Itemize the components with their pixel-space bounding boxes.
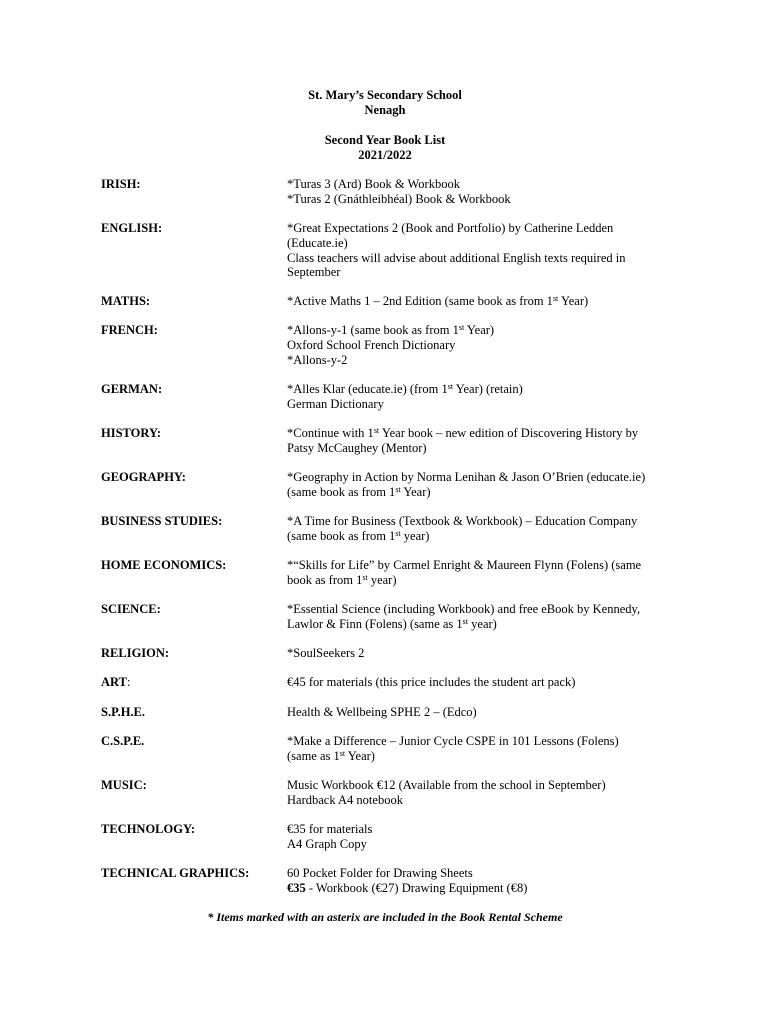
book-line: *Allons-y-2 [287,352,348,367]
book-line: *A Time for Business (Textbook & Workbook) – Education Company [287,514,638,528]
subject-books [287,705,687,720]
subject-name: RELIGION: [101,646,170,660]
subject-books [287,558,687,588]
subject-name: HOME ECONOMICS: [101,558,227,572]
book-line: *Turas 2 (Gnáthleibhéal) Book & Workbook [287,191,511,206]
book-line: A4 Graph Copy [287,836,367,851]
book-line: Patsy McCaughey (Mentor) [287,440,427,455]
book-line: *Make a Difference – Junior Cycle CSPE in 101 Lessons (Folens) [287,734,619,748]
academic-year: 2021/2022 [358,148,412,162]
book-line: *Allons-y-1 (same book as from 1st Year) [287,323,495,337]
subject-name: ART: [101,675,131,689]
subject-name: HISTORY: [101,426,162,440]
subject-name: IRISH: [101,177,141,191]
book-line: Hardback A4 notebook [287,792,403,807]
subject-name: SCIENCE: [101,602,161,616]
book-line: (same book as from 1st Year) [287,484,431,499]
book-line: €35 - Workbook (€27) Drawing Equipment (€8) [287,880,528,895]
subject-books [287,602,687,632]
list-heading [0,133,770,163]
subject-books [287,323,687,367]
subject-books [287,646,687,661]
book-line: Oxford School French Dictionary [287,337,456,352]
subject-name: GERMAN: [101,382,163,396]
book-line: *“Skills for Life” by Carmel Enright & Maureen Flynn (Folens) (same [287,558,642,572]
subject-books [287,734,687,764]
subject-books [287,514,687,544]
book-line: *Great Expectations 2 (Book and Portfolio) by Catherine Ledden [287,221,614,235]
document-header [0,88,770,118]
subject-books [287,822,687,852]
subject-name: MATHS: [101,294,151,308]
subject-books [287,294,687,309]
book-line: (same as 1st Year) [287,748,375,763]
subject-name: MUSIC: [101,778,147,792]
subject-books [287,675,687,690]
subject-name: TECHNOLOGY: [101,822,196,836]
school-name: St. Mary’s Secondary School [308,88,462,102]
book-line: 60 Pocket Folder for Drawing Sheets [287,866,473,880]
book-line: Music Workbook €12 (Available from the school in September) [287,778,606,792]
book-line: *Continue with 1st Year book – new edition of Discovering History by [287,426,639,440]
book-line: *Turas 3 (Ard) Book & Workbook [287,177,460,191]
subject-books [287,221,687,280]
subject-books [287,382,687,412]
list-title: Second Year Book List [324,133,446,147]
book-line: (Educate.ie) [287,235,348,250]
school-town: Nenagh [364,103,406,117]
book-line: Health & Wellbeing SPHE 2 – (Edco) [287,705,477,719]
book-line: €35 for materials [287,822,373,836]
book-line: Lawlor & Finn (Folens) (same as 1st year) [287,616,497,631]
subject-name: ENGLISH: [101,221,163,235]
rental-scheme-note: * Items marked with an asterix are included in the Book Rental Scheme [207,910,563,924]
book-line: €45 for materials (this price includes the student art pack) [287,675,576,689]
subject-books [287,778,687,808]
book-line: (same book as from 1st year) [287,528,430,543]
subject-name: S.P.H.E. [101,705,146,719]
book-line: *Geography in Action by Norma Lenihan & Jason O’Brien (educate.ie) [287,470,646,484]
subject-books [287,470,687,500]
subject-books [287,426,687,456]
subject-name: C.S.P.E. [101,734,145,748]
subject-books [287,177,687,207]
subject-name: TECHNICAL GRAPHICS: [101,866,250,880]
book-line: September [287,265,341,280]
subject-name: BUSINESS STUDIES: [101,514,223,528]
book-line: German Dictionary [287,396,384,411]
subject-name: GEOGRAPHY: [101,470,186,484]
subject-name: FRENCH: [101,323,158,337]
book-line: *SoulSeekers 2 [287,646,365,660]
book-line: book as from 1st year) [287,572,397,587]
book-line: Class teachers will advise about additional English texts required in [287,250,626,265]
book-line: *Alles Klar (educate.ie) (from 1st Year) (retain) [287,382,523,396]
subject-books [287,866,687,896]
book-line: *Active Maths 1 – 2nd Edition (same book as from 1st Year) [287,294,589,308]
book-line: *Essential Science (including Workbook) and free eBook by Kennedy, [287,602,641,616]
